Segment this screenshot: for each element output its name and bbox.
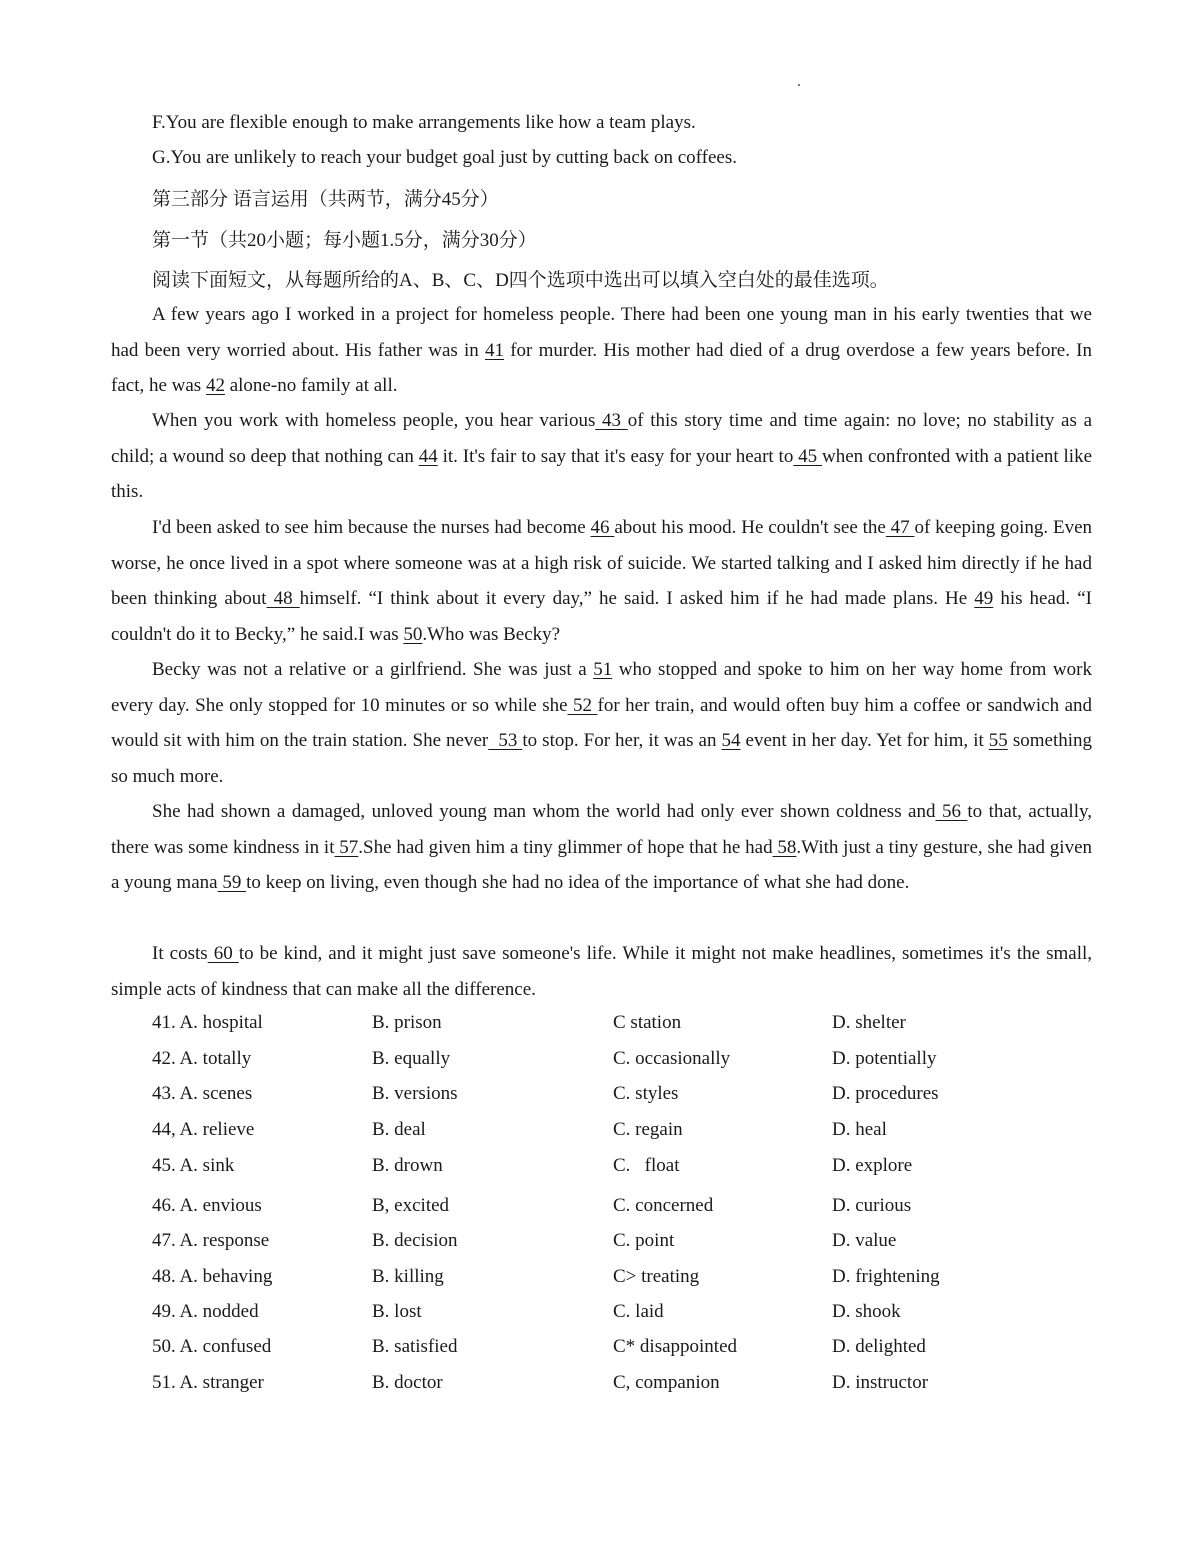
option-row [0, 1301, 1200, 1331]
option-c: C> treating [613, 1266, 700, 1287]
blank-number: 45 [793, 445, 822, 467]
option-row [0, 1372, 1200, 1402]
option-a: 42. A. totally [152, 1048, 252, 1069]
option-c: C. float [613, 1155, 680, 1176]
option-row [0, 1012, 1200, 1042]
option-g-line: G.You are unlikely to reach your budget goal just by cutting back on coffees. [152, 147, 738, 168]
option-row [0, 1048, 1200, 1078]
blank-number: 60 [207, 943, 239, 964]
passage-paragraph [111, 297, 1092, 404]
blank-number: 53 [488, 730, 523, 751]
section-one-heading: 第一节（共20小题；每小题1.5分，满分30分） [152, 230, 537, 251]
option-a: 47. A. response [152, 1230, 270, 1251]
option-c: C. concerned [613, 1195, 714, 1216]
option-c: C* disappointed [613, 1336, 738, 1357]
passage-paragraph [111, 510, 1092, 652]
passage-text: .She had given him a tiny glimmer of hope that he had [358, 836, 773, 858]
passage-text: his head. “I couldn't do it to Becky,” he said.I was [111, 588, 1093, 645]
option-a: 45. A. sink [152, 1155, 235, 1176]
option-b: B, excited [372, 1195, 450, 1216]
speck [798, 84, 800, 86]
option-b: B. lost [372, 1301, 422, 1322]
passage-paragraph [111, 794, 1092, 901]
passage-text: Becky was not a relative or a girlfriend. She was just a [152, 659, 594, 680]
option-row [0, 1083, 1200, 1113]
blank-number: 48 [266, 588, 300, 609]
option-d: D. shook [832, 1301, 901, 1322]
passage-text: alone-no family at all. [224, 375, 398, 396]
option-b: B. deal [372, 1119, 426, 1140]
option-b: B. drown [372, 1155, 443, 1176]
option-a: 41. A. hospital [152, 1012, 263, 1033]
section-three-heading: 第三部分 语言运用（共两节，满分45分） [152, 189, 499, 210]
passage-text: himself. “I think about it every day,” he said. I asked him if he had made plans. He [299, 588, 975, 609]
passage-text: of keeping going. Even worse, he once lived in a spot where someone was at a high risk of suicide. We started talking and I asked him directly if he had been thinking about [111, 517, 1093, 609]
blank-number: 43 [595, 410, 628, 431]
option-d: D. frightening [832, 1266, 940, 1287]
option-c: C. laid [613, 1301, 664, 1322]
option-row [0, 1336, 1200, 1366]
option-c: C, companion [613, 1372, 720, 1393]
blank-number: 51 [593, 659, 613, 680]
blank-number: 42 [205, 375, 225, 396]
option-c: C station [613, 1012, 682, 1033]
option-b: B. decision [372, 1230, 458, 1251]
passage-text: .Who was Becky? [422, 623, 561, 645]
passage-text: to keep on living, even though she had no idea of the importance of what she had done. [246, 872, 910, 893]
passage-text: event in her day. Yet for him, it [740, 730, 989, 751]
option-d: D. delighted [832, 1336, 926, 1357]
passage-text: for her train, and would often buy him a coffee or sandwich and would sit with him on the train station. She never [111, 694, 1093, 751]
option-c: C. regain [613, 1119, 683, 1140]
option-row [0, 1119, 1200, 1149]
passage-text: It costs [152, 943, 208, 964]
option-b: B. equally [372, 1048, 451, 1069]
option-d: D. curious [832, 1195, 912, 1216]
passage-text: about his mood. He couldn't see the [614, 517, 886, 538]
option-d: D. value [832, 1230, 897, 1251]
blank-number: 49 [974, 588, 994, 609]
option-c: C. occasionally [613, 1048, 731, 1069]
passage-text: She had shown a damaged, unloved young man whom the world had only ever shown coldness and [152, 801, 936, 822]
option-d: D. heal [832, 1119, 887, 1140]
option-row [0, 1155, 1200, 1185]
passage-text: to stop. For her, it was an [522, 730, 722, 751]
option-c: C. styles [613, 1083, 679, 1104]
blank-number: 59 [217, 872, 247, 893]
option-b: B. prison [372, 1012, 442, 1033]
passage-text: who stopped and spoke to him on her way home from work every day. She only stopped for 10 minutes or so while she [111, 659, 1092, 716]
option-row [0, 1195, 1200, 1225]
instructions-line: 阅读下面短文，从每题所给的A、B、C、D四个选项中选出可以填入空白处的最佳选项。 [152, 270, 889, 291]
option-a: 43. A. scenes [152, 1083, 253, 1104]
blank-number: 52 [567, 694, 598, 716]
option-b: B. doctor [372, 1372, 443, 1393]
passage-text: to that, actually, there was some kindness in it [111, 801, 1092, 858]
option-d: D. procedures [832, 1083, 939, 1104]
option-f-line: F.You are flexible enough to make arrangements like how a team plays. [152, 112, 696, 133]
option-a: 51. A. stranger [152, 1372, 264, 1393]
option-b: B. killing [372, 1266, 444, 1287]
option-row [0, 1230, 1200, 1260]
passage-text: something so much more. [111, 730, 1092, 787]
option-d: D. instructor [832, 1372, 929, 1393]
option-row [0, 1266, 1200, 1296]
blank-number: 50 [403, 623, 423, 645]
passage-text: A few years ago I worked in a project for homeless people. There had been one young man in his early twenties that we had been very worried about. His father was in [111, 304, 1092, 361]
option-d: D. explore [832, 1155, 913, 1176]
passage-paragraph [111, 936, 1092, 1007]
blank-number: 46 [590, 517, 615, 538]
option-a: 50. A. confused [152, 1336, 272, 1357]
blank-number: 41 [485, 339, 505, 361]
passage-text: when confronted with a patient like this. [111, 445, 1093, 502]
blank-number: 44 [418, 445, 438, 467]
blank-number: 47 [885, 517, 915, 538]
blank-number: 57 [334, 836, 359, 858]
passage-text: for murder. His mother had died of a drug overdose a few years before. In fact, he was [111, 339, 1092, 396]
passage-text: to be kind, and it might just save someone's life. While it might not make headlines, sometimes it's the small, simple acts of kindness that can make all the difference. [111, 943, 1093, 1000]
passage-paragraph [111, 403, 1092, 510]
option-a: 48. A. behaving [152, 1266, 273, 1287]
passage-text: .With just a tiny gesture, she had given a young mana [111, 836, 1093, 893]
option-c: C. point [613, 1230, 675, 1251]
option-d: D. potentially [832, 1048, 937, 1069]
option-b: B. satisfied [372, 1336, 458, 1357]
blank-number: 58 [772, 836, 797, 858]
blank-number: 55 [988, 730, 1008, 751]
passage-text: I'd been asked to see him because the nurses had become [152, 517, 591, 538]
option-b: B. versions [372, 1083, 458, 1104]
passage-text: it. It's fair to say that it's easy for your heart to [437, 445, 794, 467]
option-a: 49. A. nodded [152, 1301, 259, 1322]
option-d: D. shelter [832, 1012, 906, 1033]
option-a: 44, A. relieve [152, 1119, 255, 1140]
passage-paragraph [111, 652, 1092, 794]
passage-text: of this story time and time again: no love; no stability as a child; a wound so deep that nothing can [111, 410, 1092, 467]
passage-text: When you work with homeless people, you hear various [152, 410, 596, 431]
blank-number: 54 [721, 730, 741, 751]
blank-number: 56 [935, 801, 968, 822]
option-a: 46. A. envious [152, 1195, 262, 1216]
